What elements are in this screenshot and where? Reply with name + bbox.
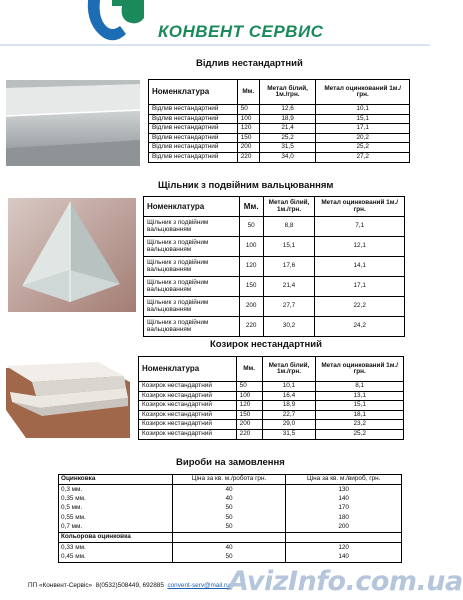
table-row: Щільник з подвійним вальцюванням 100 15,1 12,1 — [144, 237, 405, 257]
header-white: Метал білий, 1м./грн. — [262, 357, 316, 382]
table-row: 0,5 мм. 50 170 — [59, 504, 402, 513]
table-vidlyv — [148, 79, 410, 163]
table-row: 0,45 мм. 50 140 — [59, 552, 402, 562]
section-title-kozyrok: Козирок нестандартний — [210, 339, 322, 350]
header-mm: Мм. — [239, 197, 263, 217]
logo — [82, 0, 342, 46]
header-white: Метал білий, 1м./грн. — [259, 80, 316, 105]
subheader-color-galv: Кольорова оцинковка — [59, 532, 173, 542]
header-ocynkovka: Оцинковка — [59, 475, 173, 485]
watermark: AvizInfo.com.ua — [228, 566, 463, 597]
section-title-vidlyv: Відлив нестандартний — [196, 58, 303, 69]
table-shchilnyk — [143, 196, 405, 337]
table-row: 0,55 мм. 50 180 — [59, 513, 402, 522]
header-galv: Метал оцинкований 1м./грн. — [315, 197, 405, 217]
table-row: Відлив нестандартний 120 21,4 17,1 — [149, 124, 410, 134]
table-kozyrok — [138, 356, 404, 440]
table-row: Щільник з подвійним вальцюванням 220 30,2 24,2 — [144, 317, 405, 337]
table-row: Щільник з подвійним вальцюванням 50 8,8 7,1 — [144, 217, 405, 237]
brand-name: КОНВЕНТ СЕРВИС — [158, 22, 324, 41]
section-title-shchilnyk: Щільник з подвійним вальцюванням — [158, 180, 334, 191]
header-nomenclature: Номенклатура — [139, 357, 237, 382]
header-white: Метал білий, 1м./грн. — [263, 197, 315, 217]
vidlyv-image — [6, 80, 140, 166]
header-galv: Метал оцинкований 1м./грн. — [316, 80, 410, 105]
header-galv: Метал оцинкований 1м./грн. — [316, 357, 404, 382]
table-row: Козирок нестандартний 120 18,9 15,1 — [139, 401, 404, 411]
table-row: 0,33 мм. 40 120 — [59, 543, 402, 553]
header-divider — [0, 44, 430, 46]
header-product-price: Ціна за кв. м./вироб, грн. — [286, 475, 402, 485]
header-work-price: Ціна за кв. м./робота грн. — [172, 475, 286, 485]
table-row: Козирок нестандартний 200 29,0 23,2 — [139, 420, 404, 430]
table-row: Щільник з подвійним вальцюванням 150 21,4 17,1 — [144, 277, 405, 297]
footer-email-link[interactable]: convent-serv@mail.ru — [167, 582, 230, 589]
table-row: Відлив нестандартний 50 12,6 10,1 — [149, 105, 410, 115]
logo-icon — [82, 0, 144, 42]
table-row: 0,7 мм. 50 200 — [59, 522, 402, 532]
table-header-row — [59, 475, 402, 485]
header-mm: Мм. — [237, 80, 259, 105]
footer — [28, 582, 230, 589]
table-row: Відлив нестандартний 200 31,5 25,2 — [149, 143, 410, 153]
table-row: Відлив нестандартний 220 34,0 27,2 — [149, 152, 410, 162]
shchilnyk-image — [8, 198, 136, 312]
table-subheader-row — [59, 532, 402, 542]
table-row: Щільник з подвійним вальцюванням 120 17,6 14,1 — [144, 257, 405, 277]
table-row: Щільник з подвійним вальцюванням 200 27,7 22,2 — [144, 297, 405, 317]
table-row: Козирок нестандартний 220 31,5 25,2 — [139, 429, 404, 439]
section-title-vyroby: Вироби на замовлення — [176, 457, 285, 468]
footer-phones: 8(0532)508449, 692885 — [95, 582, 164, 589]
table-row: Козирок нестандартний 50 10,1 8,1 — [139, 382, 404, 392]
header-mm: Мм. — [236, 357, 262, 382]
table-row: 0,3 мм. 40 130 — [59, 485, 402, 495]
table-row: 0,35 мм. 40 140 — [59, 495, 402, 504]
footer-company: ПП «Конвент-Сервіс» — [28, 582, 93, 589]
header-nomenclature: Номенклатура — [144, 197, 240, 217]
table-row: Козирок нестандартний 150 22,7 18,1 — [139, 410, 404, 420]
table-row: Відлив нестандартний 100 18,9 15,1 — [149, 114, 410, 124]
table-row: Відлив нестандартний 150 25,2 20,2 — [149, 133, 410, 143]
kozyrok-image — [6, 358, 130, 438]
table-row: Козирок нестандартний 100 16,4 13,1 — [139, 391, 404, 401]
table-vyroby — [58, 474, 402, 563]
header-nomenclature: Номенклатура — [149, 80, 238, 105]
